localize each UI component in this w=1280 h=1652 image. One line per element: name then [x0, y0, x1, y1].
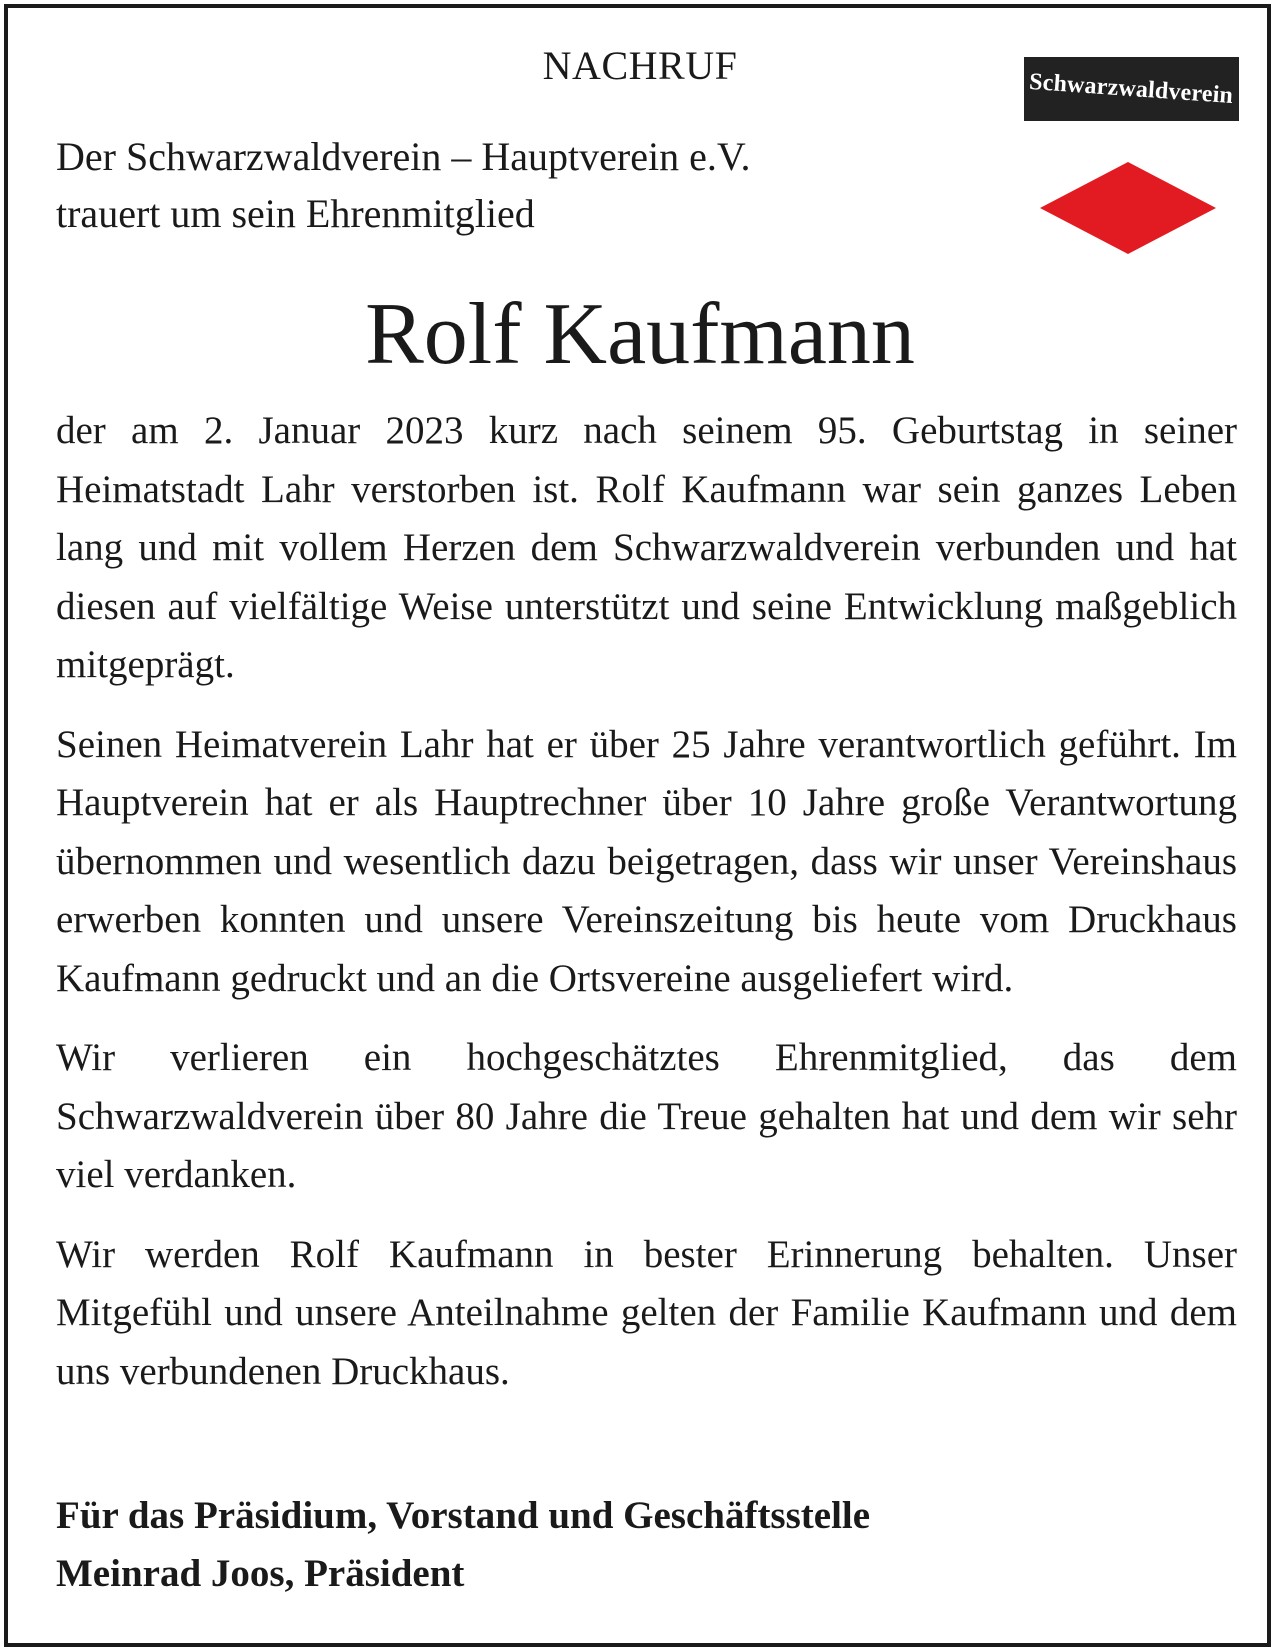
signature-line-2: Meinrad Joos, Präsident [56, 1552, 465, 1595]
intro-line-1: Der Schwarzwaldverein – Hauptverein e.V. [56, 134, 751, 179]
paragraph-1: der am 2. Januar 2023 kurz nach seinem 95. Geburtstag in seiner Heimatstadt Lahr verstorben ist. Rolf Kaufmann war sein ganzes Leben lang und mit vollem Herzen dem Schwarzwaldverein verbunden und hat diesen auf vielfältige Weise unterstützt und seine Entwicklung maßgeblich mitgeprägt. [56, 409, 1237, 686]
schwarzwaldverein-logo [1024, 57, 1239, 121]
diamond-logo-icon [1038, 160, 1218, 256]
obituary-body [56, 402, 1237, 1422]
logo-text: Schwarzwaldverein [1028, 68, 1235, 109]
intro-line-2: trauert um sein Ehrenmitglied [56, 191, 535, 236]
intro-text [56, 128, 751, 242]
paragraph-3: Wir verlieren ein hochgeschätztes Ehrenmitglied, das dem Schwarzwaldverein über 80 Jahre die Treue gehalten hat und dem wir sehr viel verdanken. [56, 1036, 1237, 1196]
signature-line-1: Für das Präsidium, Vorstand und Geschäftsstelle [56, 1494, 871, 1537]
paragraph-2: Seinen Heimatverein Lahr hat er über 25 Jahre verantwortlich geführt. Im Hauptverein hat er als Hauptrechner über 10 Jahre große Verantwortung übernommen und wesentlich dazu beigetragen, dass wir unser Vereinshaus erwerben konnten und unsere Vereinszeitung bis heute vom Druckhaus Kaufmann gedruckt und an die Ortsvereine ausgeliefert wird. [56, 722, 1237, 1000]
page-title: NACHRUF [542, 43, 738, 88]
deceased-name: Rolf Kaufmann [365, 286, 915, 383]
paragraph-4: Wir werden Rolf Kaufmann in bester Erinnerung behalten. Unser Mitgefühl und unsere Anteilnahme gelten der Familie Kaufmann und dem uns verbundenen Druckhaus. [56, 1232, 1237, 1393]
signature-block [56, 1487, 870, 1603]
